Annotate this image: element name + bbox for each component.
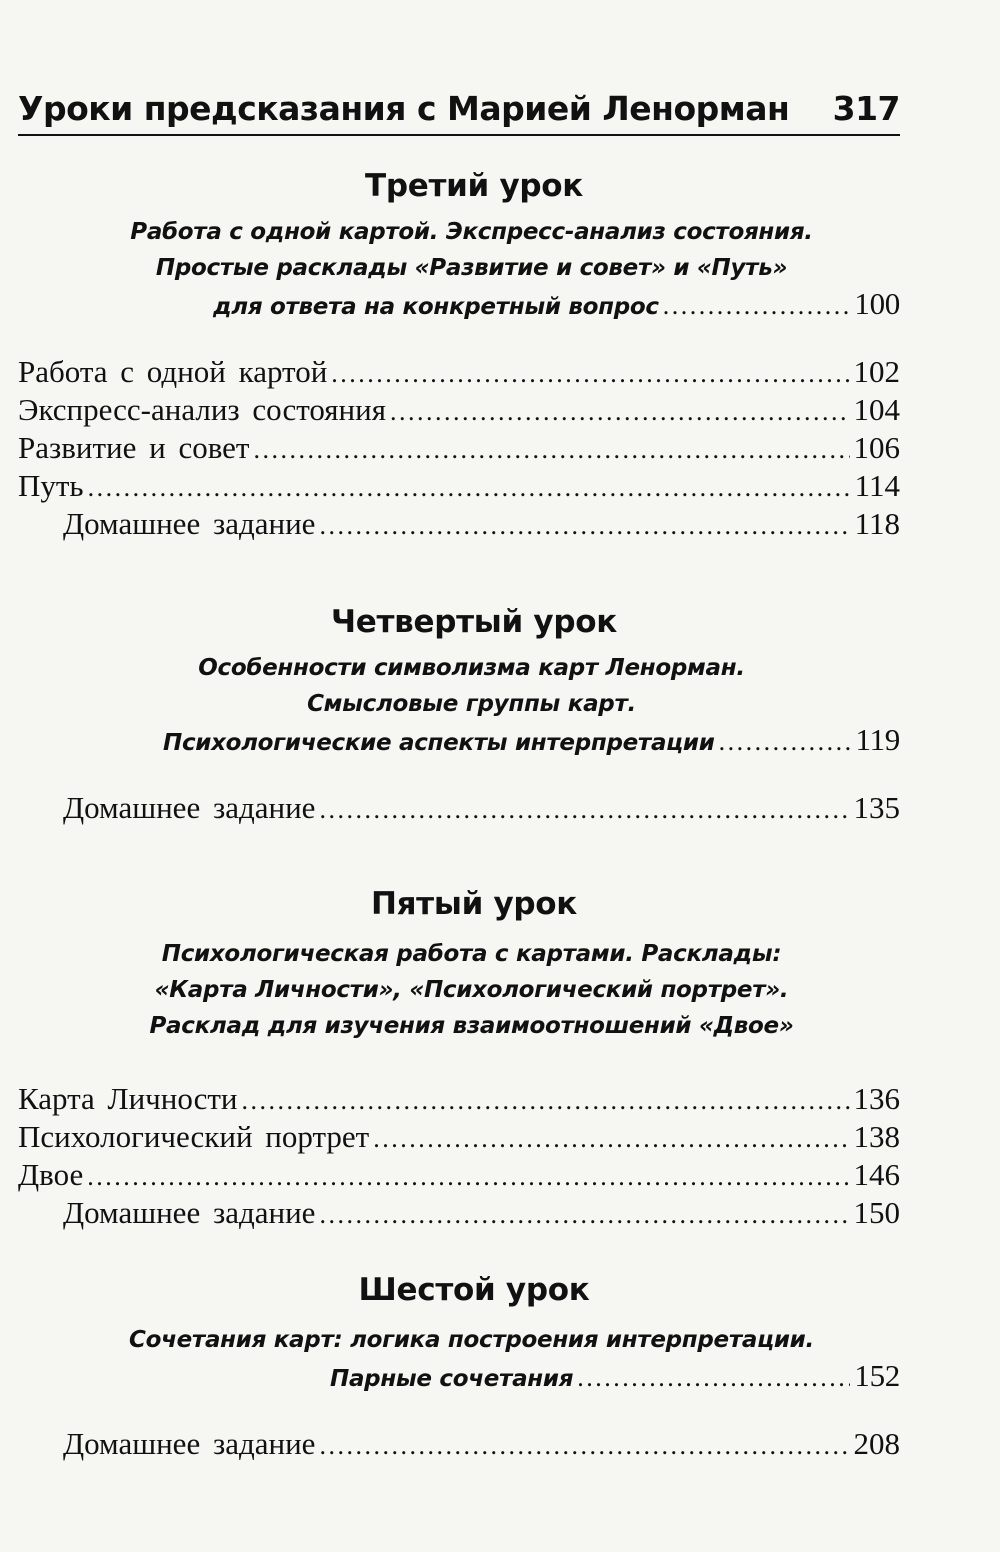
entry-page-number: 208	[853, 1426, 900, 1461]
toc-entry[interactable]	[18, 429, 900, 467]
entry-title: Путь	[18, 468, 84, 503]
toc-entry[interactable]	[18, 789, 900, 827]
toc-entry[interactable]	[18, 1080, 900, 1118]
toc-entry[interactable]	[18, 1118, 900, 1156]
entry-page-number: 146	[853, 1157, 900, 1192]
subtitle-line: Простые расклады «Развитие и совет» и «Путь»	[155, 255, 788, 281]
toc-entry[interactable]	[18, 1194, 900, 1232]
entry-title: Развитие и совет	[18, 430, 250, 465]
toc-entry[interactable]	[18, 353, 900, 391]
entry-title: Домашнее задание	[63, 506, 316, 541]
subtitle-line: Расклад для изучения взаимоотношений «Двое»	[149, 1013, 794, 1039]
lesson-3-section	[18, 168, 900, 543]
subtitle-entry[interactable]	[18, 286, 900, 325]
running-header	[18, 86, 900, 136]
entry-page-number: 104	[853, 392, 900, 427]
lesson-subtitle	[18, 214, 900, 325]
entry-page-number: 118	[854, 506, 900, 541]
toc-entry[interactable]	[18, 391, 900, 429]
dot-leader	[253, 429, 849, 469]
entry-title: Психологический портрет	[18, 1119, 370, 1154]
entry-page-number: 106	[853, 430, 900, 465]
entry-page-number: 114	[854, 468, 900, 503]
dot-leader	[88, 467, 851, 507]
subtitle-line: Психологические аспекты интерпретации	[163, 730, 715, 756]
dot-leader	[373, 1118, 849, 1158]
dot-leader	[331, 353, 849, 393]
lesson-subtitle	[18, 650, 900, 761]
subtitle-line: Особенности символизма карт Ленорман.	[198, 655, 745, 681]
subtitle-line: для ответа на конкретный вопрос	[213, 294, 659, 320]
dot-leader	[242, 1080, 850, 1120]
entry-page-number: 100	[854, 286, 900, 321]
dot-leader	[319, 505, 850, 545]
entry-title: Экспресс-анализ состояния	[18, 392, 386, 427]
lesson-4-section	[18, 604, 900, 827]
lesson-title: Третий урок	[365, 168, 583, 204]
entry-page-number: 150	[853, 1195, 900, 1230]
entry-title: Двое	[18, 1157, 84, 1192]
entry-title: Карта Личности	[18, 1081, 238, 1116]
entry-title: Домашнее задание	[63, 790, 316, 825]
entry-page-number: 152	[854, 1358, 900, 1393]
toc-entry[interactable]	[18, 467, 900, 505]
entry-title: Домашнее задание	[63, 1195, 316, 1230]
lesson-title: Четвертый урок	[331, 604, 617, 640]
dot-leader	[390, 391, 850, 431]
subtitle-line: Психологическая работа с картами. Расклады:	[161, 941, 782, 967]
entry-page-number: 102	[853, 354, 900, 389]
lesson-subtitle	[18, 936, 900, 1044]
lesson-title: Шестой урок	[358, 1272, 590, 1308]
lesson-6-section	[18, 1272, 900, 1463]
subtitle-line: Сочетания карт: логика построения интерпретации.	[129, 1327, 814, 1353]
dot-leader	[319, 1425, 849, 1465]
dot-leader	[719, 724, 852, 761]
subtitle-line: Смысловые группы карт.	[307, 691, 636, 717]
subtitle-entry[interactable]	[18, 1358, 900, 1397]
entry-page-number: 119	[855, 722, 900, 757]
lesson-subtitle	[18, 1322, 900, 1397]
toc-entry[interactable]	[18, 505, 900, 543]
page-number: 317	[832, 89, 900, 128]
dot-leader	[319, 789, 849, 829]
subtitle-line: Работа с одной картой. Экспресс-анализ состояния.	[130, 219, 813, 245]
entry-page-number: 135	[853, 790, 900, 825]
book-title: Уроки предсказания с Марией Ленорман	[18, 89, 790, 128]
dot-leader	[319, 1194, 849, 1234]
entry-title: Работа с одной картой	[18, 354, 328, 389]
subtitle-entry[interactable]	[18, 722, 900, 761]
dot-leader	[663, 288, 851, 325]
dot-leader	[87, 1156, 849, 1196]
entry-page-number: 136	[853, 1081, 900, 1116]
toc-entry[interactable]	[18, 1425, 900, 1463]
entry-title: Домашнее задание	[63, 1426, 316, 1461]
toc-entry[interactable]	[18, 1156, 900, 1194]
subtitle-line: «Карта Личности», «Психологический портрет».	[154, 977, 789, 1003]
lesson-5-section	[18, 886, 900, 1232]
lesson-title: Пятый урок	[370, 886, 578, 922]
subtitle-line: Парные сочетания	[330, 1366, 574, 1392]
entry-page-number: 138	[853, 1119, 900, 1154]
dot-leader	[577, 1360, 850, 1397]
